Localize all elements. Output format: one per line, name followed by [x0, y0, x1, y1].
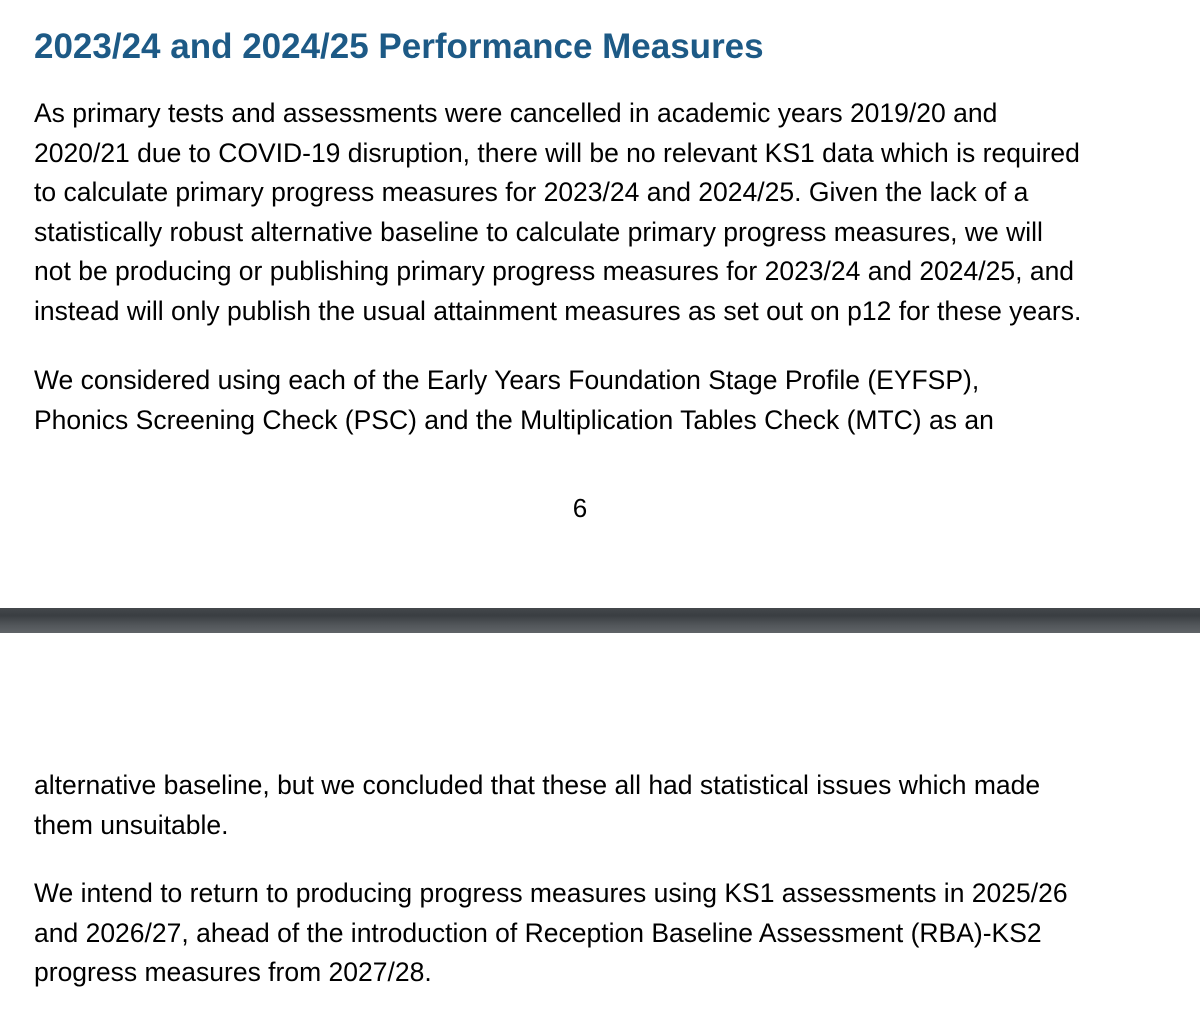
paragraph-line: Phonics Screening Check (PSC) and the Multiplication Tables Check (MTC) as an — [34, 404, 994, 435]
paragraph-line: We considered using each of the Early Years Foundation Stage Profile (EYFSP), — [34, 365, 980, 395]
page-number: 6 — [572, 493, 588, 523]
section-heading: 2023/24 and 2024/25 Performance Measures — [34, 27, 764, 66]
paragraph-line: As primary tests and assessments were cancelled in academic years 2019/20 and — [34, 98, 998, 128]
paragraph-line: We intend to return to producing progress measures using KS1 assessments in 2025/26 — [34, 878, 1068, 908]
paragraph-return-to-progress-measures — [34, 874, 1068, 993]
paragraph-line: progress measures from 2027/28. — [34, 957, 432, 987]
paragraph-alternative-baselines — [34, 361, 994, 440]
paragraph-line: not be producing or publishing primary progress measures for 2023/24 and 2024/25, and — [34, 256, 1075, 286]
page-separator — [0, 608, 1200, 633]
paragraph-line: statistically robust alternative baseline to calculate primary progress measures, we will — [34, 216, 1043, 247]
paragraph-line: them unsuitable. — [34, 809, 229, 840]
paragraph-covid-cancellation — [34, 94, 1081, 331]
paragraph-line: and 2026/27, ahead of the introduction of Reception Baseline Assessment (RBA)-KS2 — [34, 917, 1042, 948]
paragraph-alternative-baselines-continued — [34, 766, 1040, 845]
paragraph-line: alternative baseline, but we concluded that these all had statistical issues which made — [34, 770, 1041, 800]
paragraph-line: 2020/21 due to COVID-19 disruption, there will be no relevant KS1 data which is required — [34, 137, 1080, 168]
paragraph-line: instead will only publish the usual attainment measures as set out on p12 for these years. — [34, 295, 1082, 326]
document-page-bottom — [0, 633, 1200, 1026]
paragraph-line: to calculate primary progress measures for 2023/24 and 2024/25. Given the lack of a — [34, 177, 1029, 207]
